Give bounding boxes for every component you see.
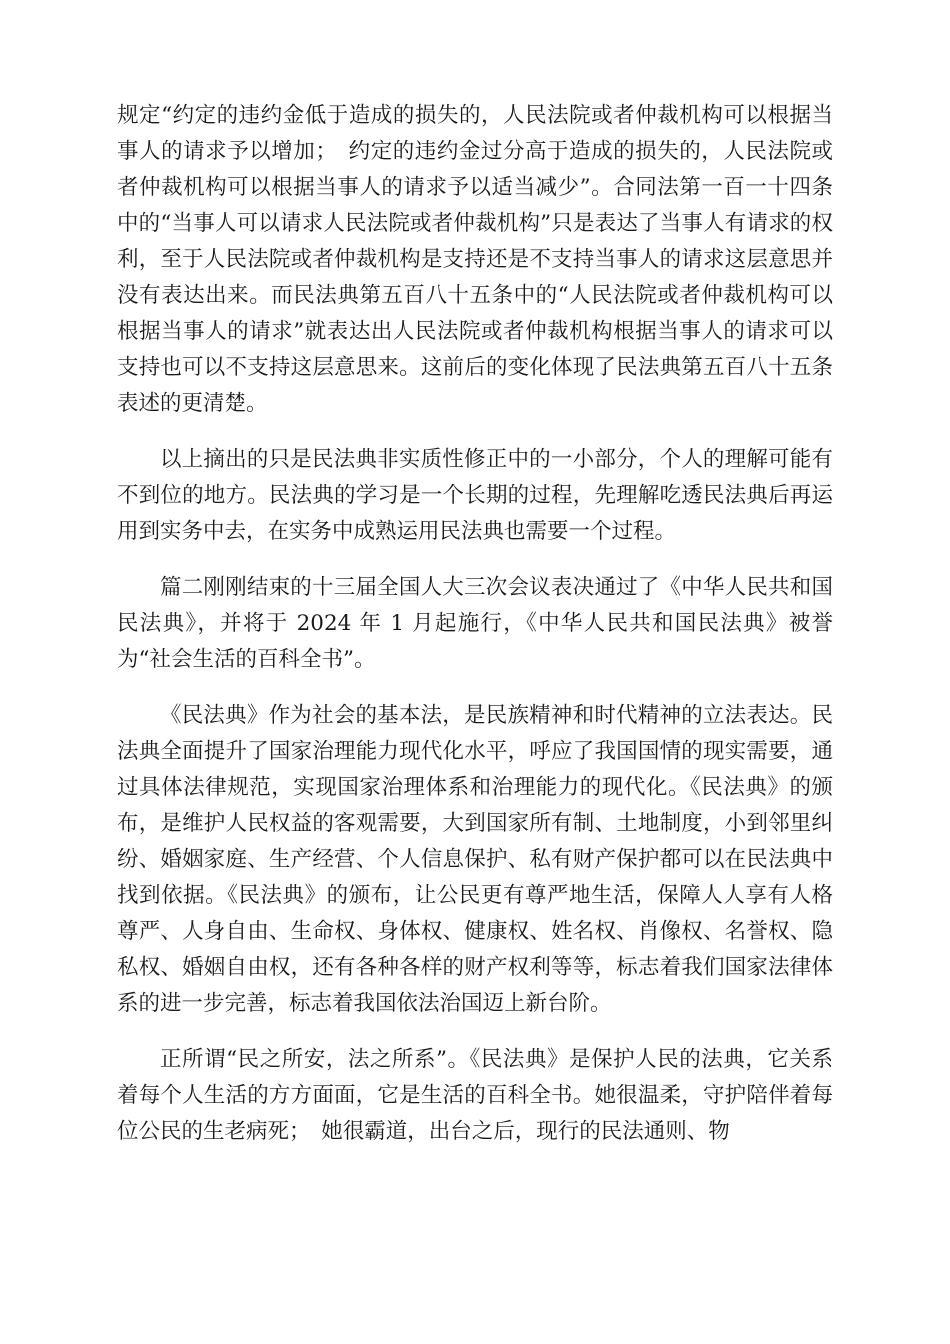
paragraph-people-protection: 正所谓“民之所安，法之所系”。《民法典》是保护人民的法典，它关系着每个人生活的方方面面，它是生活的百科全书。她很温柔，守护陪伴着每位公民的生老病死； 她很霸道，出台之后，现行的民法通则、物	[117, 1047, 833, 1144]
paragraph-essay-two-intro: 篇二刚刚结束的十三届全国人大三次会议表决通过了《中华人民共和国民法典》，并将于 2024 年 1 月起施行，《中华人民共和国民法典》被誉为“社会生活的百科全书”。	[117, 575, 833, 672]
paragraph-continuation: 规定“约定的违约金低于造成的损失的，人民法院或者仲裁机构可以根据当事人的请求予以增加； 约定的违约金过分高于造成的损失的，人民法院或者仲裁机构可以根据当事人的请求予以适当减少”。合同法第一百一十四条中的“当事人可以请求人民法院或者仲裁机构”只是表达了当事人有请求的权利，至于人民法院或者仲裁机构是支持还是不支持当事人的请求这层意思并没有表达出来。而民法典第五百八十五条中的“人民法院或者仲裁机构可以根据当事人的请求”就表达出人民法院或者仲裁机构根据当事人的请求可以支持也可以不支持这层意思来。这前后的变化体现了民法典第五百八十五条表述的更清楚。	[117, 103, 833, 416]
paragraph-summary: 以上摘出的只是民法典非实质性修正中的一小部分，个人的理解可能有不到位的地方。民法典的学习是一个长期的过程，先理解吃透民法典后再运用到实务中去，在实务中成熟运用民法典也需要一个过程。	[117, 447, 833, 544]
document-page	[117, 98, 833, 1170]
paragraph-civil-code-role: 《民法典》作为社会的基本法，是民族精神和时代精神的立法表达。民法典全面提升了国家治理能力现代化水平，呼应了我国国情的现实需要，通过具体法律规范，实现国家治理体系和治理能力的现代化。《民法典》的颁布，是维护人民权益的客观需要，大到国家所有制、土地制度，小到邻里纠纷、婚姻家庭、生产经营、个人信息保护、私有财产保护都可以在民法典中找到依据。《民法典》的颁布，让公民更有尊严地生活，保障人人享有人格尊严、人身自由、生命权、身体权、健康权、姓名权、肖像权、名誉权、隐私权、婚姻自由权，还有各种各样的财产权利等等，标志着我们国家法律体系的进一步完善，标志着我国依法治国迈上新台阶。	[117, 703, 833, 1016]
